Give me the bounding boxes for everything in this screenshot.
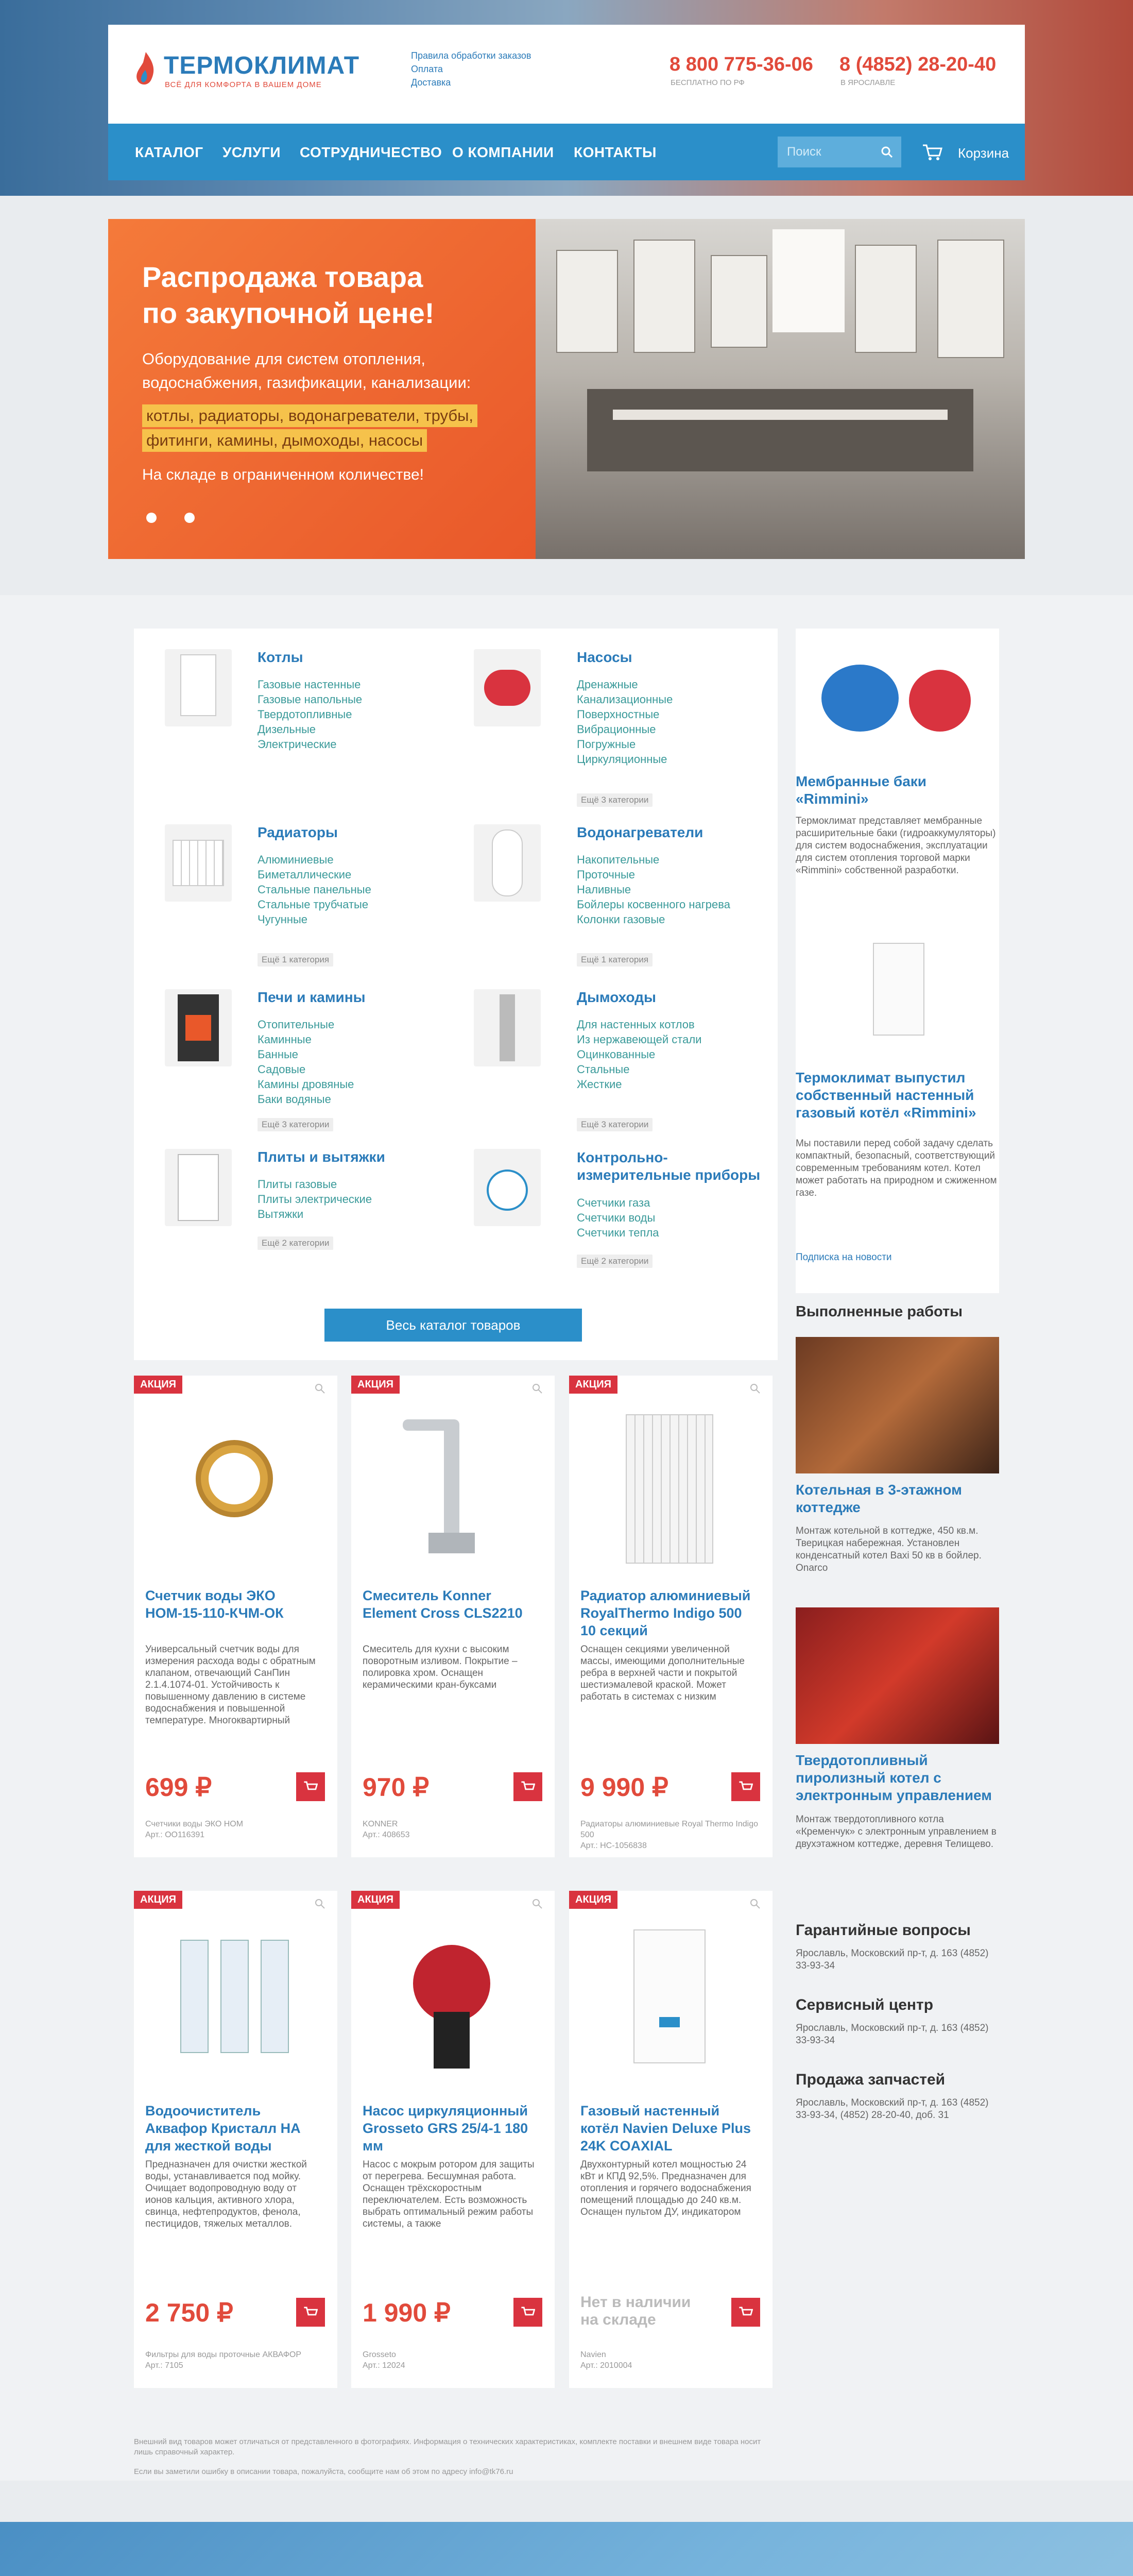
add-to-cart-button[interactable] xyxy=(731,1772,760,1801)
slide-dot-1[interactable] xyxy=(146,513,157,523)
slide-title-1: Распродажа товара xyxy=(142,261,423,293)
slide-dot-2[interactable] xyxy=(184,513,195,523)
cat-link[interactable]: Камины дровяные xyxy=(258,1078,354,1091)
contact-heading: Гарантийные вопросы xyxy=(796,1922,971,1939)
cat-title-radiators[interactable]: Радиаторы xyxy=(258,824,338,840)
product-meta: Радиаторы алюминиевые Royal Thermo Indigo 500 Арт.: НС-1056838 xyxy=(580,1820,758,1850)
cat-link[interactable]: Газовые настенные xyxy=(258,678,361,691)
header-link-delivery[interactable]: Доставка xyxy=(411,77,451,88)
cat-link[interactable]: Баки водяные xyxy=(258,1093,331,1106)
product-card[interactable] xyxy=(569,1376,772,1857)
cart-icon xyxy=(521,1781,535,1793)
product-meta: KONNER Арт.: 408653 xyxy=(363,1820,410,1839)
slide-footnote: На складе в ограниченном количестве! xyxy=(142,466,424,483)
zoom-icon[interactable] xyxy=(531,1898,543,1909)
cat-link[interactable]: Канализационные xyxy=(577,693,673,706)
product-desc: Предназначен для очистки жесткой воды, устанавливается под мойку. Очищает водопроводную воду от ионов кальция, активного хлора, свинца, нефтепродуктов, фенола, пестицидов, тяжелых металлов. xyxy=(145,2159,307,2229)
cat-link[interactable]: Газовые напольные xyxy=(258,693,363,706)
add-to-cart-button[interactable] xyxy=(296,2298,325,2327)
add-to-cart-button[interactable] xyxy=(513,1772,542,1801)
zoom-icon[interactable] xyxy=(314,1383,325,1394)
cat-link[interactable]: Биметаллические xyxy=(258,868,352,881)
promo-badge: АКЦИЯ xyxy=(134,1376,182,1394)
product-image[interactable] xyxy=(382,1914,521,2084)
header xyxy=(108,25,1025,124)
nav-about[interactable]: О КОМПАНИИ xyxy=(452,144,554,160)
membrane-tank-image[interactable] xyxy=(806,639,989,757)
cat-link[interactable]: Вытяжки xyxy=(258,1208,304,1221)
cat-link[interactable]: Циркуляционные xyxy=(577,753,667,766)
stores-section xyxy=(0,2522,1133,2576)
cat-link[interactable]: Твердотопливные xyxy=(258,708,352,721)
slide-text-1: Оборудование для систем отопления, xyxy=(142,350,425,368)
radiator-icon[interactable] xyxy=(165,824,232,902)
work-title[interactable]: Котельная в 3-этажном коттедже xyxy=(796,1482,962,1515)
cart-icon[interactable] xyxy=(922,143,942,161)
product-title[interactable]: Насос циркуляционный Grosseto GRS 25/4-1 180 мм xyxy=(363,2103,528,2154)
cat-link[interactable]: Жесткие xyxy=(577,1078,622,1091)
catalog-block xyxy=(134,629,778,1360)
logo-text[interactable]: ТЕРМОКЛИМАТ xyxy=(164,52,360,79)
nav-contacts[interactable]: КОНТАКТЫ xyxy=(574,144,657,160)
cat-links-cookers xyxy=(258,1177,372,1222)
cat-link[interactable]: Бойлеры косвенного нагрева xyxy=(577,898,730,911)
phone-free[interactable]: 8 800 775-36-06 xyxy=(670,54,813,75)
disclaimer: Внешний вид товаров может отличаться от представленного в фотографиях. Информация о технических характеристиках, комплекте поставки и внешнем виде товара носит лишь справочный характер. Если вы заметили ошибку в описании товара, пожалуйста, сообщите нам об этом по адресу info@tk76.ru xyxy=(134,2437,761,2476)
news-text: Термоклимат представляет мембранные расширительные баки (гидроаккумуляторы) для систем водоснабжения, эксплуатации для систем отопления торговой марки «Rimmini» собственной разработки. xyxy=(796,816,996,876)
cat-links-heaters xyxy=(577,852,730,927)
cat-more-stoves[interactable]: Ещё 3 категории xyxy=(258,1118,333,1131)
news-box-2 xyxy=(796,933,999,1293)
product-desc: Двухконтурный котел мощностью 24 кВт и КПД 92,5%. Предназначен для отопления и горячего водоснабжения помещений площадью до 240 кв.м. Оснащен пультом ДУ, индикатором xyxy=(580,2159,751,2217)
cat-title-chimneys[interactable]: Дымоходы xyxy=(577,989,656,1005)
nav-services[interactable]: УСЛУГИ xyxy=(222,144,281,160)
product-title[interactable]: Смеситель Konner Element Cross CLS2210 xyxy=(363,1588,523,1621)
product-price: 2 750 ₽ xyxy=(145,2298,233,2327)
slide-highlight-1: котлы, радиаторы, водонагреватели, трубы, xyxy=(142,404,477,427)
cat-link[interactable]: Чугунные xyxy=(258,913,308,926)
news-subscribe-link[interactable]: Подписка на новости xyxy=(796,1252,892,1263)
gas-cooker-icon[interactable] xyxy=(165,1149,232,1226)
cat-title-stoves[interactable]: Печи и камины xyxy=(258,989,366,1005)
contact-text: Ярославль, Московский пр-т, д. 163 (4852) 33-93-34 xyxy=(796,1948,989,1971)
work-text: Монтаж котельной в коттедже, 450 кв.м. Тверицкая набережная. Установлен конденсатный котел Baxi 50 кв в бойлер. Onarco xyxy=(796,1526,982,1573)
cat-title-heaters[interactable]: Водонагреватели xyxy=(577,824,703,840)
product-title[interactable]: Счетчик воды ЭКО НОМ-15-110-КЧМ-ОК xyxy=(145,1588,284,1621)
contact-text: Ярославль, Московский пр-т, д. 163 (4852) 33-93-34 xyxy=(796,2023,989,2046)
cat-link[interactable]: Из нержавеющей стали xyxy=(577,1033,702,1046)
slide-highlight-2: фитинги, камины, дымоходы, насосы xyxy=(142,429,427,452)
product-meta: Счетчики воды ЭКО НОМ Арт.: ОО116391 xyxy=(145,1820,244,1839)
boiler-icon[interactable] xyxy=(165,649,232,726)
cat-title-meters[interactable]: Контрольно-измерительные приборы xyxy=(577,1149,761,1183)
cat-links-chimneys xyxy=(577,1017,701,1092)
cart-icon xyxy=(739,2306,753,2318)
work-image-1[interactable] xyxy=(796,1337,999,1473)
promo-slider[interactable] xyxy=(108,219,1025,559)
cat-links-boilers xyxy=(258,677,362,752)
product-image[interactable] xyxy=(165,1399,304,1569)
cat-link[interactable]: Наливные xyxy=(577,883,631,896)
work-image-2[interactable] xyxy=(796,1607,999,1744)
cat-link[interactable]: Плиты электрические xyxy=(258,1193,372,1206)
contact-heading: Продажа запчастей xyxy=(796,2071,946,2088)
stove-icon[interactable] xyxy=(165,989,232,1066)
cat-link[interactable]: Алюминиевые xyxy=(258,853,334,866)
cart-icon xyxy=(303,1781,318,1793)
cat-link[interactable]: Банные xyxy=(258,1048,299,1061)
product-desc: Оснащен секциями увеличенной массы, имеющими дополнительные ребра в верхней части и покрытой шестиэмалевой краской. Может работать в системах с низким xyxy=(580,1644,745,1702)
cat-link[interactable]: Дренажные xyxy=(577,678,638,691)
product-title[interactable]: Газовый настенный котёл Navien Deluxe Plus 24K COAXIAL xyxy=(580,2103,751,2154)
product-image[interactable] xyxy=(382,1399,521,1569)
zoom-icon[interactable] xyxy=(749,1383,761,1394)
product-card[interactable] xyxy=(351,1376,555,1857)
cat-more-heaters[interactable]: Ещё 1 категория xyxy=(577,953,653,967)
slide-text-panel xyxy=(108,219,536,559)
product-card[interactable] xyxy=(134,1891,337,2388)
cat-link[interactable]: Плиты газовые xyxy=(258,1178,337,1191)
news-box-1 xyxy=(796,629,999,933)
cat-more-radiators[interactable]: Ещё 1 категория xyxy=(258,953,333,967)
cat-links-stoves xyxy=(258,1017,354,1107)
cat-link[interactable]: Вибрационные xyxy=(577,723,656,736)
cat-link[interactable]: Стальные панельные xyxy=(258,883,371,896)
cat-more-chimneys[interactable]: Ещё 3 категории xyxy=(577,1118,653,1131)
promo-badge: АКЦИЯ xyxy=(351,1376,400,1394)
cat-link[interactable]: Стальные xyxy=(577,1063,630,1076)
cat-link[interactable]: Садовые xyxy=(258,1063,306,1076)
cat-more-pumps[interactable]: Ещё 3 категории xyxy=(577,793,653,807)
search-input[interactable]: Поиск xyxy=(778,137,901,167)
add-to-cart-button[interactable] xyxy=(296,1772,325,1801)
product-meta: Фильтры для воды проточные АКВАФОР Арт.: 7105 xyxy=(145,2350,301,2370)
contact-text: Ярославль, Московский пр-т, д. 163 (4852) 33-93-34, (4852) 28-20-40, доб. 31 xyxy=(796,2097,989,2121)
zoom-icon[interactable] xyxy=(314,1898,325,1909)
promo-badge: АКЦИЯ xyxy=(569,1891,617,1909)
cat-links-radiators xyxy=(258,852,371,927)
cat-link[interactable]: Оцинкованные xyxy=(577,1048,656,1061)
contact-heading: Сервисный центр xyxy=(796,1996,934,2013)
cart-icon xyxy=(739,1781,753,1793)
cat-title-boilers[interactable]: Котлы xyxy=(258,649,303,665)
cat-link[interactable]: Счетчики газа xyxy=(577,1196,650,1209)
cat-links-pumps xyxy=(577,677,673,767)
cat-link[interactable]: Накопительные xyxy=(577,853,660,866)
chimney-icon[interactable] xyxy=(474,989,541,1066)
work-title[interactable]: Твердотопливный пиролизный котел с электронным управлением xyxy=(796,1752,992,1803)
cat-link[interactable]: Для настенных котлов xyxy=(577,1018,695,1031)
cart-icon xyxy=(521,2306,535,2318)
cat-link[interactable]: Поверхностные xyxy=(577,708,660,721)
cat-link[interactable]: Отопительные xyxy=(258,1018,335,1031)
header-link-orders[interactable]: Правила обработки заказов xyxy=(411,50,531,61)
product-card[interactable] xyxy=(569,1891,772,2388)
product-image[interactable] xyxy=(600,1914,739,2084)
cat-link[interactable]: Электрические xyxy=(258,738,337,751)
zoom-icon[interactable] xyxy=(531,1383,543,1394)
product-title[interactable]: Радиатор алюминиевый RoyalThermo Indigo 500 10 секций xyxy=(580,1588,751,1638)
product-meta: Navien Арт.: 2010004 xyxy=(580,2350,632,2370)
cat-link[interactable]: Счетчики тепла xyxy=(577,1226,659,1239)
product-price: 1 990 ₽ xyxy=(363,2298,451,2327)
product-out-of-stock: Нет в наличии на складе xyxy=(580,2294,691,2328)
full-catalog-button[interactable]: Весь каталог товаров xyxy=(324,1309,582,1342)
cat-link[interactable]: Проточные xyxy=(577,868,636,881)
nav-cooperation[interactable]: СОТРУДНИЧЕСТВО xyxy=(300,144,442,160)
product-price: 699 ₽ xyxy=(145,1773,212,1802)
cat-title-cookers[interactable]: Плиты и вытяжки xyxy=(258,1149,385,1165)
cat-link[interactable]: Стальные трубчатые xyxy=(258,898,369,911)
phone-yar[interactable]: 8 (4852) 28-20-40 xyxy=(839,54,997,75)
cat-more-meters[interactable]: Ещё 2 категории xyxy=(577,1255,653,1268)
nav-catalog[interactable]: КАТАЛОГ xyxy=(135,144,203,160)
header-link-payment[interactable]: Оплата xyxy=(411,64,443,74)
phone-free-note: БЕСПЛАТНО ПО РФ xyxy=(671,78,745,87)
work-text: Монтаж твердотопливного котла «Кременчук» с электронным управлением в двухэтажном коттедже, деревня Телищево. xyxy=(796,1814,997,1850)
slide-title-2: по закупочной цене! xyxy=(142,297,435,329)
cat-links-meters xyxy=(577,1195,659,1240)
cart-label[interactable]: Корзина xyxy=(958,145,1009,161)
add-to-cart-button[interactable] xyxy=(731,2298,760,2327)
cart-icon xyxy=(303,2306,318,2318)
product-meta: Grosseto Арт.: 12024 xyxy=(363,2350,405,2370)
product-price: 970 ₽ xyxy=(363,1773,430,1802)
promo-badge: АКЦИЯ xyxy=(569,1376,617,1394)
news-title[interactable]: Мембранные баки «Rimmini» xyxy=(796,773,927,807)
promo-badge: АКЦИЯ xyxy=(351,1891,400,1909)
add-to-cart-button[interactable] xyxy=(513,2298,542,2327)
cat-link[interactable]: Счетчики воды xyxy=(577,1211,656,1224)
boiler-news-image[interactable] xyxy=(806,933,989,1051)
promo-badge: АКЦИЯ xyxy=(134,1891,182,1909)
slide-text-2: водоснабжения, газификации, канализации: xyxy=(142,374,471,392)
cat-link[interactable]: Колонки газовые xyxy=(577,913,665,926)
product-desc: Смеситель для кухни с высоким поворотным изливом. Покрытие – полировка хром. Оснащен керамическими кран-буксами xyxy=(363,1644,518,1690)
search-icon[interactable] xyxy=(881,146,893,158)
product-card[interactable] xyxy=(134,1376,337,1857)
logo-tagline: ВСЁ ДЛЯ КОМФОРТА В ВАШЕМ ДОМЕ xyxy=(165,80,322,89)
product-title[interactable]: Водоочиститель Аквафор Кристалл НА для жесткой воды xyxy=(145,2103,301,2154)
logo-icon[interactable] xyxy=(133,49,159,91)
meter-icon[interactable] xyxy=(474,1149,541,1226)
product-desc: Универсальный счетчик воды для измерения расхода воды с обратным клапаном, отвечающий СанПин 2.1.4.1074-01. Устойчивость к повышенному давлению в системе водоснабжения и повышенной температуре. Многоквартирный xyxy=(145,1644,316,1726)
water-heater-icon[interactable] xyxy=(474,824,541,902)
phone-yar-note: В ЯРОСЛАВЛЕ xyxy=(840,78,896,87)
product-image[interactable] xyxy=(165,1914,304,2084)
zoom-icon[interactable] xyxy=(749,1898,761,1909)
news-title[interactable]: Термоклимат выпустил собственный настенный газовый котёл «Rimmini» xyxy=(796,1070,976,1121)
works-heading: Выполненные работы xyxy=(796,1303,963,1320)
showroom-photo xyxy=(536,219,1025,559)
product-image[interactable] xyxy=(600,1399,739,1569)
main-nav xyxy=(108,124,1025,180)
product-card[interactable] xyxy=(351,1891,555,2388)
cat-more-cookers[interactable]: Ещё 2 категории xyxy=(258,1236,333,1250)
cat-link[interactable]: Погружные xyxy=(577,738,636,751)
cat-link[interactable]: Каминные xyxy=(258,1033,312,1046)
cat-title-pumps[interactable]: Насосы xyxy=(577,649,632,665)
cat-link[interactable]: Дизельные xyxy=(258,723,316,736)
product-price: 9 990 ₽ xyxy=(580,1773,668,1802)
pump-icon[interactable] xyxy=(474,649,541,726)
product-desc: Насос с мокрым ротором для защиты от перегрева. Бесшумная работа. Оснащен трёхскоростным переключателем. Есть возможность выбрать оптимальный режим работы системы, а также xyxy=(363,2159,535,2229)
news-text: Мы поставили перед собой задачу сделать компактный, безопасный, соответствующий современным требованиям котел. Котел может работать на природном и сжиженном газе. xyxy=(796,1138,997,1198)
